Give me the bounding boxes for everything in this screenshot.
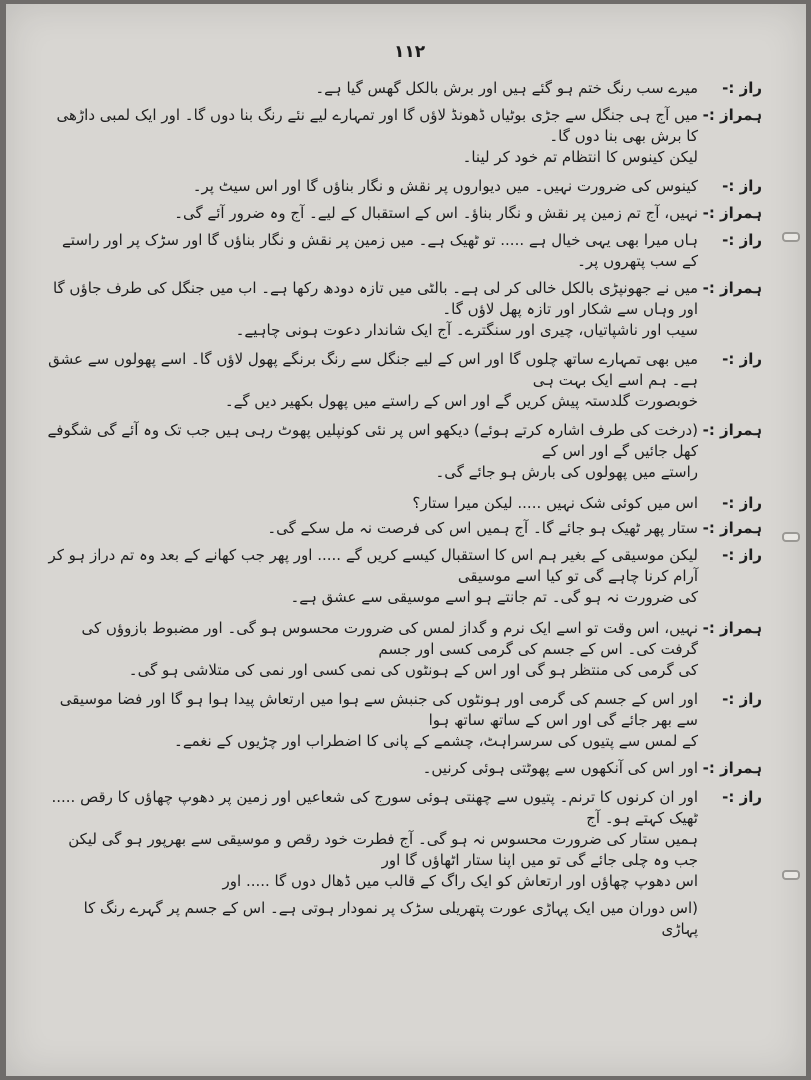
dialogue-lines [46,176,698,197]
speaker-label: ہمراز :- [702,619,762,637]
dialogue-line: میرے سب رنگ ختم ہو گئے ہیں اور برش بالکل گھس گیا ہے۔ [315,79,698,97]
speaker-label: ہمراز :- [702,421,762,439]
dialogue-entry [46,493,762,514]
speaker-label: راز :- [722,177,762,195]
dialogue-line: کینوس کی ضرورت نہیں۔ میں دیواروں پر نقش و نگار بناؤں گا اور اس سیٹ پر۔ [192,177,698,195]
dialogue-entry [46,618,762,681]
dialogue-entry [46,545,762,608]
dialogue-line: (درخت کی طرف اشارہ کرتے ہوئے) دیکھو اس پر نئی کونپلیں پھوٹ رہی ہیں جب تک وہ آئے گی شگوفے کھل جائیں گے اور اس کے [47,421,698,460]
dialogue-entry [46,230,762,272]
staple-icon [782,532,800,542]
dialogue-lines [46,518,698,539]
dialogue-line: اور اس کے جسم کی گرمی اور ہونٹوں کی جنبش سے ہوا میں ارتعاش پیدا ہوا ہو گا اور فضا موسیقی سے بھر جائے گی اور اس کے ساتھ ساتھ ہوا [59,690,698,729]
dialogue-lines [46,758,698,779]
dialogue-line: (اس دوران میں ایک پہاڑی عورت پتھریلی سڑک پر نمودار ہوتی ہے۔ اس کے جسم پر گہرے رنگ کا پہاڑی [83,899,698,938]
dialogue-line: میں آج ہی جنگل سے جڑی بوٹیاں ڈھونڈ لاؤں گا اور تمہارے لیے نئے رنگ بنا دوں گا۔ اور ایک لمبی داڑھی کا برش بھی بنا دوں گا۔ [56,106,698,145]
dialogue-entry [46,78,762,99]
dialogue-line: میں نے جھونپڑی بالکل خالی کر لی ہے۔ بالٹی میں تازہ دودھ رکھا ہے۔ اب میں جنگل کی طرف جاؤں گا اور وہاں سے شکار اور تازہ پھل لاؤں گا۔ [52,279,698,318]
speaker-label: ہمراز :- [702,519,762,537]
speaker-label: راز :- [722,79,762,97]
dialogue-line: ہمیں ستار کی ضرورت محسوس نہ ہو گی۔ آج فطرت خود رقص و موسیقی سے بھرپور ہو گی لیکن جب وہ چلی جائے گی تو میں اپنا ستار اٹھاؤں گا اور [68,830,698,869]
dialogue-line: نہیں، اس وقت تو اسے ایک نرم و گداز لمس کی ضرورت محسوس ہو گی۔ اور مضبوط بازوؤں کی گرفت کی۔ اس کے جسم کی گرمی کسی اور جسم [81,619,698,658]
speaker-label: راز :- [722,690,762,708]
dialogue-line: خوبصورت گلدستہ پیش کریں گے اور اس کے راستے میں پھول بکھیر دیں گے۔ [224,392,698,410]
dialogue-entry [46,420,762,483]
dialogue-line: اور ان کرنوں کا ترنم۔ پتیوں سے چھنتی ہوئی سورج کی شعاعیں اور زمین پر دھوپ چھاؤں کا رقص ..... ٹھیک کہتے ہو۔ آج [51,788,698,827]
staple-icon [782,232,800,242]
dialogue-entry [46,176,762,197]
binding-staples [776,4,806,1076]
dialogue-entry [46,203,762,224]
dialogue-lines [46,787,698,892]
dialogue-lines [46,618,698,681]
dialogue-lines [46,78,698,99]
dialogue-lines [46,105,698,168]
page-number: ١١٢ [394,42,426,62]
dialogue-line: لیکن کینوس کا انتظام تم خود کر لینا۔ [462,148,698,166]
manuscript-page [6,4,806,1076]
dialogue-line: نہیں، آج تم زمین پر نقش و نگار بناؤ۔ اس کے استقبال کے لیے۔ آج وہ ضرور آئے گی۔ [174,204,698,222]
speaker-label: راز :- [722,494,762,512]
dialogue-lines [46,420,698,483]
dialogue-entry [46,689,762,752]
staple-icon [782,870,800,880]
dialogue-entry [46,278,762,341]
dialogue-line: سیب اور ناشپاتیاں، چیری اور سنگترے۔ آج ایک شاندار دعوت ہونی چاہیے۔ [235,321,698,339]
dialogue-line: لیکن موسیقی کے بغیر ہم اس کا استقبال کیسے کریں گے ..... اور پھر جب کھانے کے بعد وہ تم دراز ہو کر آرام کرنا چاہے گی تو کیا اسے موسیقی [48,546,698,585]
dialogue-entry [46,105,762,168]
dialogue-line: کے لمس سے پتیوں کی سرسراہٹ، چشمے کے پانی کا اضطراب اور چڑیوں کے نغمے۔ [174,732,698,750]
dialogue-entry [46,349,762,412]
dialogue-lines [46,545,698,608]
dialogue-line: کی ضرورت نہ ہو گی۔ تم جانتے ہو اسے موسیقی سے عشق ہے۔ [290,588,698,606]
dialogue-entry [46,898,762,940]
dialogue-line: ہاں میرا بھی یہی خیال ہے ..... تو ٹھیک ہے۔ میں زمین پر نقش و نگار بناؤں گا اور سڑک پر اور راستے کے سب پتھروں پر۔ [62,231,698,270]
speaker-label: راز :- [722,788,762,806]
speaker-label: راز :- [722,350,762,368]
dialogue-lines [46,689,698,752]
dialogue-lines [46,278,698,341]
speaker-label: ہمراز :- [702,106,762,124]
dialogue-lines [46,203,698,224]
dialogue-line: میں بھی تمہارے ساتھ چلوں گا اور اس کے لیے جنگل سے رنگ برنگے پھول لاؤں گا۔ اسے پھولوں سے عشق ہے۔ ہم اسے ایک بہت ہی [48,350,698,389]
dialogue-lines [46,898,698,940]
dialogue-line: کی گرمی کی منتظر ہو گی اور اس کے ہونٹوں کی نمی کسی اور نمی کی متلاشی ہو گی۔ [128,661,698,679]
speaker-label: ہمراز :- [702,279,762,297]
dialogue-entry [46,787,762,892]
dialogue-line: اس دھوپ چھاؤں اور ارتعاش کو ایک راگ کے قالب میں ڈھال دوں گا ..... اور [222,872,698,890]
dialogue-line: اس میں کوئی شک نہیں ..... لیکن میرا ستار؟ [412,494,698,512]
dialogue-line: راستے میں پھولوں کی بارش ہو جائے گی۔ [435,463,698,481]
speaker-label: ہمراز :- [702,204,762,222]
speaker-label: ہمراز :- [702,759,762,777]
dialogue-entry [46,758,762,779]
dialogue-text [46,72,762,1046]
dialogue-line: اور اس کی آنکھوں سے پھوٹتی ہوئی کرنیں۔ [422,759,698,777]
dialogue-line: ستار پھر ٹھیک ہو جائے گا۔ آج ہمیں اس کی فرصت نہ مل سکے گی۔ [267,519,698,537]
dialogue-entry [46,518,762,539]
dialogue-lines [46,230,698,272]
speaker-label: راز :- [722,231,762,249]
speaker-label: راز :- [722,546,762,564]
dialogue-lines [46,493,698,514]
dialogue-lines [46,349,698,412]
